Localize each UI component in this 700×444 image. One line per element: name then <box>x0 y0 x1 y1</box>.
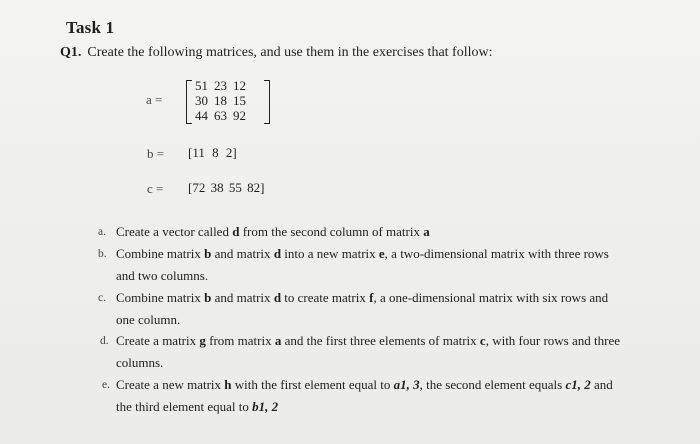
text-run: and matrix <box>211 246 274 261</box>
question-prompt <box>60 45 493 61</box>
text-run: into a new matrix <box>281 246 379 261</box>
text-run: , the second element equals <box>419 377 566 392</box>
question-number: Q1. <box>60 45 82 60</box>
item-text-continued: and two columns. <box>116 268 209 283</box>
text-run: , a two-dimensional matrix with three rows <box>384 246 609 261</box>
text-run: a <box>274 333 282 348</box>
text-run: d <box>273 290 282 305</box>
matrix-cell: 12 <box>233 78 246 93</box>
matrix-cell: 63 <box>214 108 227 123</box>
matrix-cell: 18 <box>214 93 227 108</box>
item-text-continued: columns. <box>116 355 164 370</box>
item-letter: e. <box>102 379 110 391</box>
text-run: Combine matrix <box>116 246 205 261</box>
item-letter: a. <box>98 226 106 238</box>
text-run: with the first element equal to <box>231 377 394 392</box>
text-run: and <box>590 377 613 392</box>
text-run: the third element equal to <box>116 399 253 414</box>
text-run: f <box>369 290 374 305</box>
text-run: e <box>378 246 385 261</box>
matrix-row <box>192 108 249 123</box>
item-text <box>116 330 620 352</box>
text-run: b1, 2 <box>252 399 279 414</box>
text-run: and matrix <box>211 290 274 305</box>
item-text <box>116 243 609 265</box>
matrix-a-label: a = <box>146 92 163 107</box>
text-run: a <box>423 224 430 239</box>
item-text-continued <box>116 396 278 418</box>
text-run: d <box>273 246 282 261</box>
text-run: from the second column of matrix <box>239 224 424 239</box>
matrix-cell: 44 <box>195 108 208 123</box>
task-title: Task 1 <box>66 18 115 37</box>
item-text <box>116 287 608 309</box>
matrix-c-value: [72 38 55 82] <box>188 180 265 195</box>
text-run: and the first three elements of matrix <box>281 333 480 348</box>
matrix-cell: 92 <box>233 108 246 123</box>
text-run: c1, 2 <box>565 377 591 392</box>
item-letter: d. <box>100 335 109 347</box>
text-run: from matrix <box>205 333 275 348</box>
matrix-b-value: [11 8 2] <box>188 145 237 160</box>
text-run: h <box>224 377 232 392</box>
question-text: Create the following matrices, and use them in the exercises that follow: <box>87 45 493 60</box>
matrix-cell: 23 <box>214 78 227 93</box>
right-bracket <box>264 80 270 124</box>
matrix-row <box>192 78 249 93</box>
matrix-a-table <box>192 78 249 123</box>
matrix-b-label: b = <box>147 146 165 161</box>
matrix-cell: 51 <box>195 78 208 93</box>
matrix-cell: 30 <box>195 93 208 108</box>
item-letter: c. <box>98 292 106 304</box>
text-run: , with four rows and three <box>485 333 620 348</box>
text-run: Create a vector called <box>116 224 233 239</box>
matrix-row <box>192 93 249 108</box>
text-run: b <box>204 246 212 261</box>
text-run: a1, 3 <box>393 377 420 392</box>
text-run: Create a new matrix <box>116 377 225 392</box>
text-run: b <box>204 290 212 305</box>
text-run: , a one-dimensional matrix with six rows and <box>373 290 609 305</box>
matrix-cell: 15 <box>233 93 246 108</box>
item-letter: b. <box>98 248 107 260</box>
item-text-continued: one column. <box>116 312 181 327</box>
text-run: to create matrix <box>281 290 370 305</box>
item-text <box>116 221 430 243</box>
text-run: c <box>479 333 486 348</box>
text-run: g <box>199 333 206 348</box>
text-run: Combine matrix <box>116 290 205 305</box>
text-run: Create a matrix <box>116 333 200 348</box>
text-run: d <box>232 224 240 239</box>
matrix-c-label: c = <box>147 181 164 196</box>
item-text <box>116 374 613 396</box>
matrix-a <box>186 78 270 122</box>
